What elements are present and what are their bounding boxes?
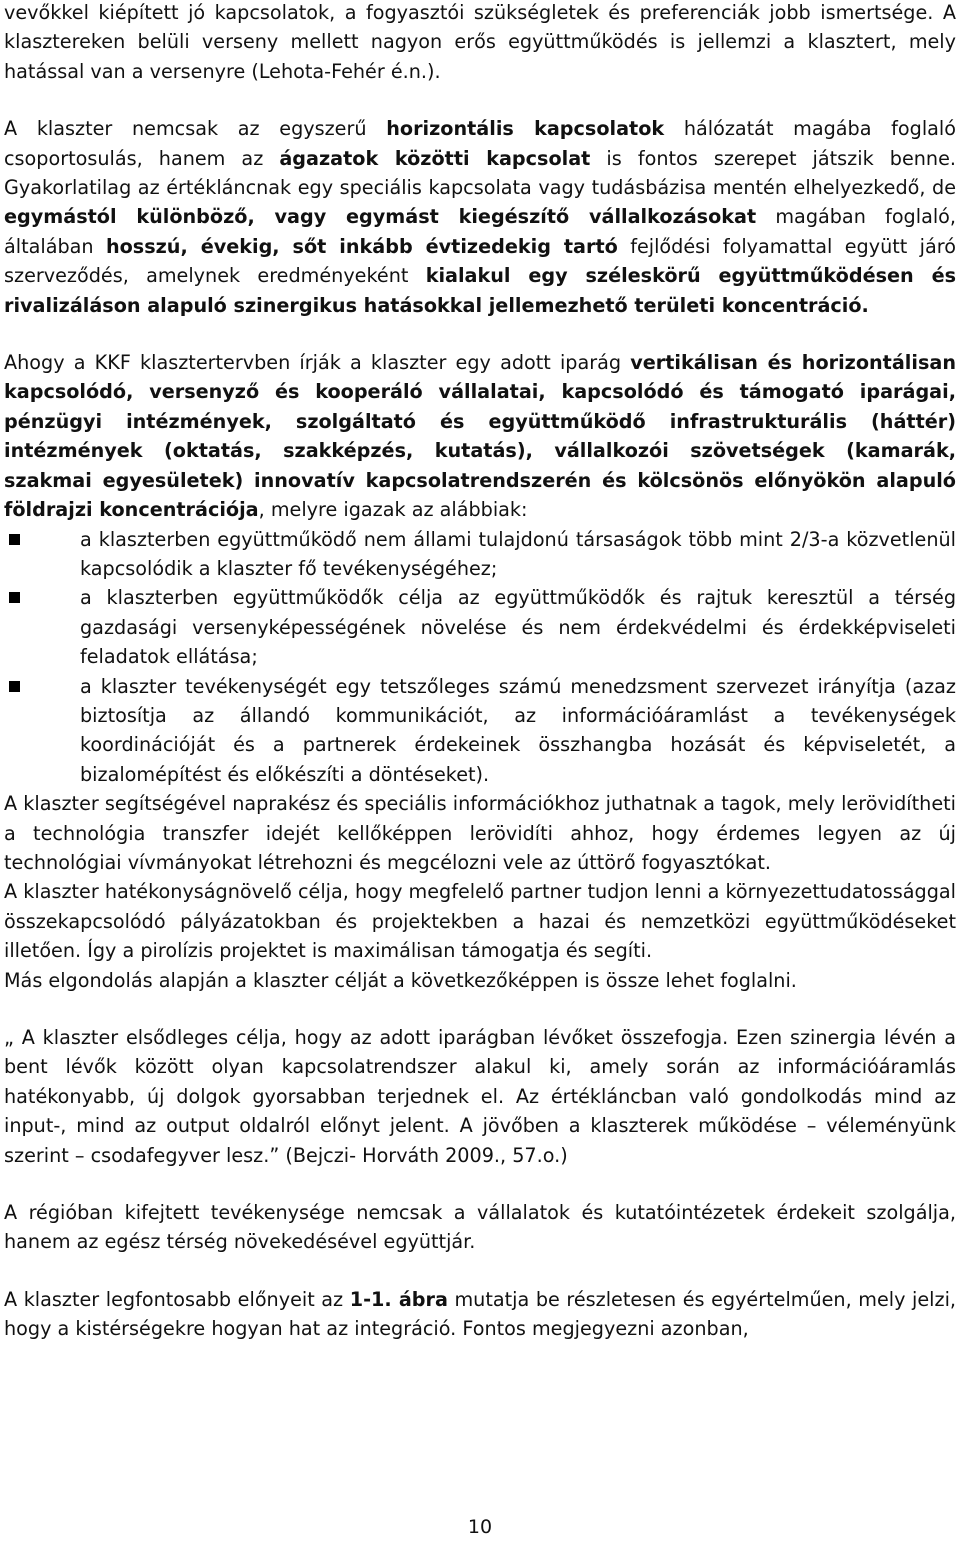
paragraph-text: magában foglaló, általában xyxy=(4,205,956,258)
list-item xyxy=(4,583,956,671)
emphasis-text: kialakul egy széleskörű együttműködésen és rivalizáláson alapuló szinergikus hatásokkal jellemezhető területi koncentráció. xyxy=(4,264,956,317)
paragraph-text: hálózatát magába foglaló csoportosulás, hanem az xyxy=(4,117,957,170)
paragraph-text: mutatja be részletesen és egyértelműen, mely jelzi, hogy a kistérségekre hogyan hat az integráció. Fontos megjegyezni azonban, xyxy=(4,1287,956,1341)
page-number: 10 xyxy=(467,1516,493,1538)
emphasis-text: egymástól különböző, vagy egymást kiegészítő vállalkozásokat xyxy=(4,205,757,229)
quotation-paragraph xyxy=(4,1023,956,1170)
paragraph-regional-activity xyxy=(4,1198,956,1257)
criteria-bullet-list xyxy=(4,525,956,790)
paragraph-text: A klaszter hatékonyságnövelő célja, hogy megfelelő partner tudjon lenni a környezettudatossággal összekapcsolódó pályázatokban és projektekben a hazai és nemzetközi együttműködéseket illetően. Így a pirolízis projektet is maximálisan támogatja és segíti. xyxy=(4,880,956,963)
paragraph-text: A régióban kifejtett tevékenysége nemcsak a vállalatok és kutatóintézetek érdekeit szolgálja, hanem az egész térség növekedésével együttjár. xyxy=(4,1201,956,1254)
paragraph-efficiency-goal xyxy=(4,877,956,965)
paragraph-text: Más elgondolás alapján a klaszter célját a következőképpen is össze lehet foglalni. xyxy=(4,968,797,992)
paragraph-text: Ahogy a KKF klasztertervben írják a klaszter egy adott iparág xyxy=(4,351,631,375)
paragraph-cluster-competition xyxy=(4,0,956,86)
paragraph-text: A klaszter legfontosabb előnyeit az xyxy=(4,1287,350,1311)
paragraph-text: A klaszter segítségével naprakész és speciális információkhoz juthatnak a tagok, mely lerövidítheti a technológia transzfer idejét kellőképpen lerövidíti ahhoz, hogy érdemes legyen az új technológiai vívmányokat létrehozni és megcélozni vele az úttörő fogyasztókat. xyxy=(4,792,956,874)
list-item-text: a klaszterben együttműködő nem állami tulajdonú társaságok több mint 2/3-a közvetlenül kapcsolódik a klaszter fő tevékenységéhez; xyxy=(80,527,956,580)
emphasis-text: vertikálisan és horizontálisan kapcsolódó, versenyző és kooperáló vállalatai, kapcsolódó és támogató iparágai, pénzügyi intézmények, szolgáltató és együttműködő infrastrukturális (háttér) intézmények (oktatás, szakképzés, kutatás), vállalkozói szövetségek (kamarák, szakmai egyesületek) innovatív kapcsolatrendszerén és kölcsönös előnyökön alapuló földrajzi koncentrációja xyxy=(4,351,956,522)
paragraph-horizontal-connections xyxy=(4,114,956,320)
paragraph-alternative-view xyxy=(4,966,956,995)
paragraph-information-access xyxy=(4,789,956,877)
emphasis-text: horizontális kapcsolatok xyxy=(386,117,665,141)
square-bullet-icon xyxy=(9,534,20,545)
document-page xyxy=(4,0,956,1344)
paragraph-text: A klaszter nemcsak az egyszerű xyxy=(4,117,387,141)
paragraph-text: is fontos szerepet játszik benne. Gyakorlatilag az értékláncnak egy speciális kapcsolata vagy tudásbázisa mentén elhelyezkedő, de xyxy=(4,146,956,200)
emphasis-text: hosszú, évekig, sőt inkább évtizedekig tartó xyxy=(105,234,618,258)
paragraph-text: , melyre igazak az alábbiak: xyxy=(258,498,528,522)
square-bullet-icon xyxy=(9,681,20,692)
list-item-text: a klaszterben együttműködők célja az együttműködők és rajtuk keresztül a térség gazdasági versenyképességének növelése és nem érdekvédelmi és érdekképviseleti feladatok ellátása; xyxy=(80,586,956,669)
paragraph-text: fejlődési folyamattal együtt járó szerveződés, amelynek eredményeként xyxy=(4,234,956,288)
list-item xyxy=(4,672,956,790)
paragraph-kkf-definition xyxy=(4,348,956,524)
paragraph-figure-reference xyxy=(4,1285,956,1344)
paragraph-text: vevőkkel kiépített jó kapcsolatok, a fogyasztói szükségletek és preferenciák jobb ismertsége. A klasztereken belüli verseny mellett nagyon erős együttműködés is jellemzi a klasztert, mely hatással van a versenyre (Lehota-Fehér é.n.). xyxy=(4,1,956,83)
paragraph-text: „ A klaszter elsődleges célja, hogy az adott iparágban lévőket összefogja. Ezen szinergia lévén a bent lévők között olyan kapcsolatrendszer alakul ki, amely során az információáramlás hatékonyabb, új dolgok gyorsabban terjednek el. Az értékláncban való gondolkodás mind az input-, mind az output oldalról előnyt jelent. A jövőben a klaszterek működése – véleményünk szerint – csodafegyver lesz.” (Bejczi- Horváth 2009., 57.o.) xyxy=(4,1026,956,1167)
list-item xyxy=(4,525,956,584)
emphasis-text: ágazatok közötti kapcsolat xyxy=(279,146,591,170)
list-item-text: a klaszter tevékenységét egy tetszőleges számú menedzsment szervezet irányítja (azaz biztosítja az állandó kommunikációt, az információáramlást a tevékenységek koordinációját és a partnerek érdekeinek összhangba hozását és képviseletét, a bizalomépítést és előkészíti a döntéseket). xyxy=(80,674,956,786)
square-bullet-icon xyxy=(9,592,20,603)
figure-reference: 1-1. ábra xyxy=(349,1287,448,1311)
